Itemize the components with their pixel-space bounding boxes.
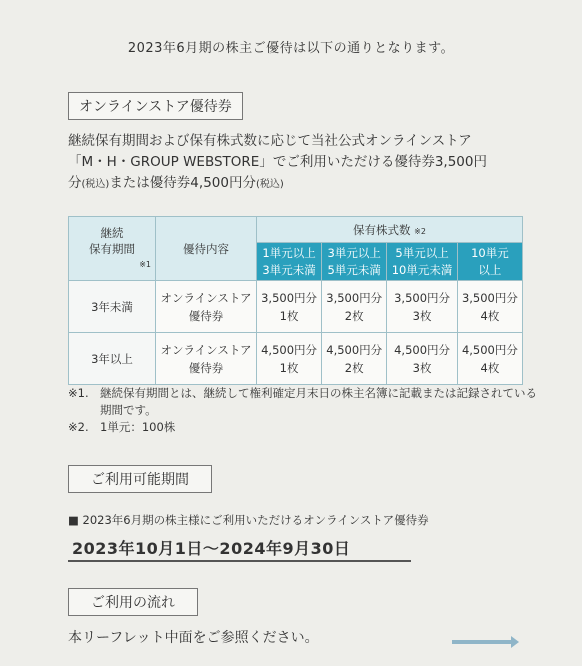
benefits-table bbox=[68, 216, 523, 385]
desc-line-3-b: または優待券4,500円分 bbox=[109, 175, 256, 191]
benefit-amount: 3,500円分 bbox=[326, 290, 383, 305]
content-line-2: 優待券 bbox=[188, 308, 224, 323]
tier-1-line-1: 1単元以上 bbox=[262, 245, 316, 260]
tier-3-line-2: 10単元未満 bbox=[391, 262, 453, 277]
desc-line-3 bbox=[68, 173, 568, 195]
tier-header-2 bbox=[322, 243, 387, 281]
shares-header bbox=[257, 217, 523, 243]
footnote-2-mark: ※2. bbox=[68, 420, 89, 434]
row-period: 3年以上 bbox=[69, 333, 156, 385]
tier-header-3 bbox=[387, 243, 458, 281]
benefit-amount: 4,500円分 bbox=[326, 342, 383, 357]
usage-date-range: 2023年10月1日～2024年9月30日 bbox=[72, 539, 351, 558]
footnote-2 bbox=[68, 419, 538, 436]
benefit-amount: 3,500円分 bbox=[261, 290, 318, 305]
desc-line-2: 「M・H・GROUP WEBSTORE」でご利用いただける優待券3,500円 bbox=[68, 154, 487, 170]
table-row bbox=[69, 333, 523, 385]
benefit-cell bbox=[457, 281, 522, 333]
benefit-amount: 3,500円分 bbox=[461, 290, 518, 305]
shares-header-note: ※2 bbox=[414, 226, 426, 236]
content-line-1: オンラインストア bbox=[160, 342, 252, 357]
usage-period-heading: ご利用可能期間 bbox=[68, 465, 212, 493]
footnote-1-mark: ※1. bbox=[68, 386, 89, 400]
tier-1-line-2: 3単元未満 bbox=[262, 262, 316, 277]
benefit-cell bbox=[322, 281, 387, 333]
desc-line-3-a: 分 bbox=[68, 175, 82, 191]
benefit-cell bbox=[387, 281, 458, 333]
benefit-cell bbox=[387, 333, 458, 385]
content-header: 優待内容 bbox=[156, 217, 257, 281]
tax-included-label: (税込) bbox=[255, 179, 284, 190]
reference-text: 本リーフレット中面をご参照ください。 bbox=[68, 630, 319, 646]
footnote-2-text: 1単元：100株 bbox=[100, 420, 176, 434]
usage-period-bullet: ■ 2023年6月期の株主様にご利用いただけるオンラインストア優待券 bbox=[68, 513, 429, 527]
benefit-count: 2枚 bbox=[344, 308, 364, 323]
table-row bbox=[69, 281, 523, 333]
benefit-amount: 4,500円分 bbox=[461, 342, 518, 357]
date-underline bbox=[68, 560, 411, 562]
tier-2-line-2: 5単元未満 bbox=[327, 262, 381, 277]
shares-header-label: 保有株式数 bbox=[353, 222, 411, 237]
benefit-amount: 4,500円分 bbox=[261, 342, 318, 357]
benefit-cell bbox=[322, 333, 387, 385]
online-store-description bbox=[68, 131, 568, 195]
row-period: 3年未満 bbox=[69, 281, 156, 333]
tier-2-line-1: 3単元以上 bbox=[327, 245, 381, 260]
benefit-cell bbox=[457, 333, 522, 385]
benefit-count: 4枚 bbox=[480, 360, 500, 375]
tier-4-line-2: 以上 bbox=[478, 262, 502, 277]
period-header-line-2: 保有期間 bbox=[89, 241, 135, 256]
benefit-cell bbox=[257, 333, 322, 385]
row-content bbox=[156, 333, 257, 385]
footnotes bbox=[68, 385, 538, 436]
online-store-heading: オンラインストア優待券 bbox=[68, 92, 243, 120]
period-header-note: ※1 bbox=[139, 259, 151, 269]
benefit-count: 3枚 bbox=[412, 308, 432, 323]
tier-4-line-1: 10単元 bbox=[471, 245, 509, 260]
benefit-amount: 3,500円分 bbox=[394, 290, 451, 305]
footnote-1 bbox=[68, 385, 538, 419]
intro-text: 2023年6月期の株主ご優待は以下の通りとなります。 bbox=[127, 41, 455, 56]
benefit-count: 3枚 bbox=[412, 360, 432, 375]
tax-included-label: (税込) bbox=[81, 179, 110, 190]
content-line-1: オンラインストア bbox=[160, 290, 252, 305]
content-line-2: 優待券 bbox=[188, 360, 224, 375]
benefit-count: 2枚 bbox=[344, 360, 364, 375]
benefit-cell bbox=[257, 281, 322, 333]
benefit-count: 1枚 bbox=[279, 360, 299, 375]
tier-3-line-1: 5単元以上 bbox=[395, 245, 449, 260]
desc-line-1: 継続保有期間および保有株式数に応じて当社公式オンラインストア bbox=[68, 133, 472, 149]
usage-flow-heading: ご利用の流れ bbox=[68, 588, 198, 616]
row-content bbox=[156, 281, 257, 333]
period-header-line-1: 継続 bbox=[100, 225, 124, 240]
benefit-amount: 4,500円分 bbox=[394, 342, 451, 357]
footnote-1-text: 継続保有期間とは、継続して権利確定月末日の株主名簿に記載または記録されている期間です。 bbox=[100, 386, 537, 417]
benefit-count: 4枚 bbox=[480, 308, 500, 323]
tier-header-4 bbox=[457, 243, 522, 281]
arrow-right-icon bbox=[452, 640, 512, 644]
benefit-count: 1枚 bbox=[279, 308, 299, 323]
tier-header-1 bbox=[257, 243, 322, 281]
period-header bbox=[69, 217, 156, 281]
